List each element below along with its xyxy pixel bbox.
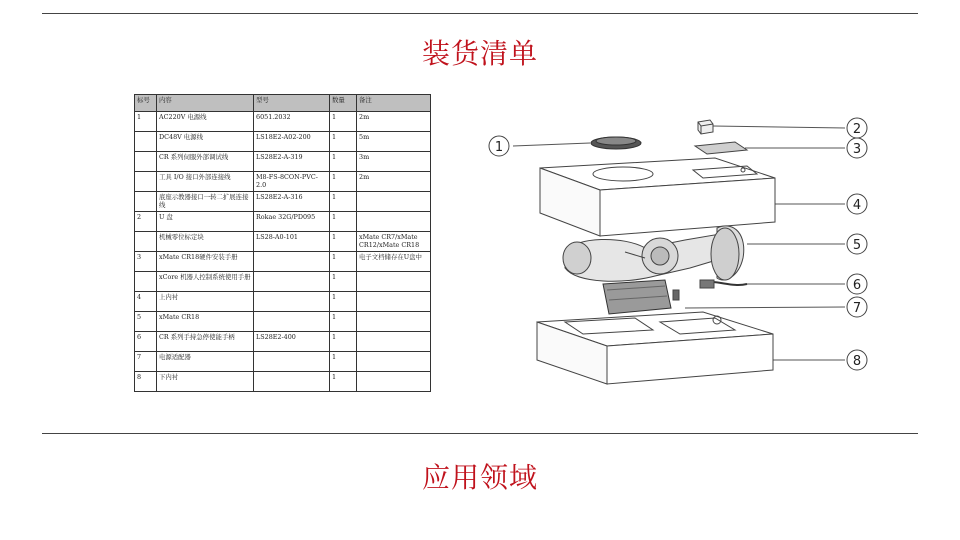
page-title: 装货清单 xyxy=(421,37,538,70)
callout-6 xyxy=(745,274,867,294)
table-cell xyxy=(135,232,157,252)
table-cell: 1 xyxy=(330,352,357,372)
table-cell xyxy=(135,172,157,192)
callout-2 xyxy=(713,118,867,138)
table-row xyxy=(135,132,431,152)
table-cell: 3 xyxy=(135,252,157,272)
table-cell: xCore 机器人控制系统使用手册 xyxy=(157,272,254,292)
table-row xyxy=(135,152,431,172)
table-cell: 1 xyxy=(330,212,357,232)
table-cell: LS28E2-400 xyxy=(254,332,330,352)
table-row xyxy=(135,372,431,392)
svg-text:2: 2 xyxy=(852,122,862,137)
table-cell: 工具 I/O 接口外部连接线 xyxy=(157,172,254,192)
svg-text:5: 5 xyxy=(852,238,862,253)
table-cell: 下内衬 xyxy=(157,372,254,392)
table-cell: CR 系列伺服外部调试线 xyxy=(157,152,254,172)
table-cell: 1 xyxy=(330,252,357,272)
table-cell xyxy=(357,292,431,312)
robot-arm xyxy=(563,226,744,281)
table-cell: 6 xyxy=(135,332,157,352)
upper-foam-lining xyxy=(540,158,775,236)
table-cell: 2m xyxy=(357,172,431,192)
column-header: 备注 xyxy=(357,95,431,112)
callout-7 xyxy=(685,297,867,317)
table-cell: xMate CR7/xMate CR12/xMate CR18 xyxy=(357,232,431,252)
table-row xyxy=(135,292,431,312)
packing-exploded-diagram xyxy=(485,108,885,398)
table-cell: Rokae 32G/PD095 xyxy=(254,212,330,232)
svg-text:8: 8 xyxy=(852,354,862,369)
table-cell xyxy=(135,152,157,172)
table-cell xyxy=(357,272,431,292)
table-cell xyxy=(254,292,330,312)
column-header: 数量 xyxy=(330,95,357,112)
table-cell: xMate CR18 xyxy=(157,312,254,332)
svg-text:4: 4 xyxy=(852,198,862,213)
table-cell xyxy=(135,132,157,152)
table-cell xyxy=(357,312,431,332)
table-cell xyxy=(254,312,330,332)
table-cell: 底座示教器接口一转二扩展连接线 xyxy=(157,192,254,212)
svg-text:3: 3 xyxy=(852,142,862,157)
table-cell: 1 xyxy=(135,112,157,132)
table-cell: DC48V 电源线 xyxy=(157,132,254,152)
table-cell: 机械零位标定块 xyxy=(157,232,254,252)
table-cell xyxy=(135,272,157,292)
table-cell xyxy=(357,212,431,232)
table-row xyxy=(135,312,431,332)
table-row xyxy=(135,112,431,132)
table-cell: 上内衬 xyxy=(157,292,254,312)
pendant-cable xyxy=(700,280,747,288)
table-cell: LS18E2-A02-200 xyxy=(254,132,330,152)
table-row xyxy=(135,212,431,232)
svg-text:1: 1 xyxy=(494,140,504,155)
usb-drive-box xyxy=(698,120,713,134)
table-header-row xyxy=(135,95,431,112)
table-cell xyxy=(254,352,330,372)
table-cell: M8-FS-8CON-PVC-2.0 xyxy=(254,172,330,192)
table-cell: 5 xyxy=(135,312,157,332)
table-cell xyxy=(357,352,431,372)
table-row xyxy=(135,172,431,192)
lower-foam-lining xyxy=(537,312,773,384)
estop-cable-coil xyxy=(591,137,641,149)
callout-5 xyxy=(747,234,867,254)
svg-text:7: 7 xyxy=(852,301,862,316)
table-cell: 1 xyxy=(330,152,357,172)
table-cell xyxy=(135,192,157,212)
table-cell: 1 xyxy=(330,292,357,312)
table-cell: CR 系列手持急停使能手柄 xyxy=(157,332,254,352)
table-cell: 6051.2032 xyxy=(254,112,330,132)
table-cell xyxy=(254,252,330,272)
callout-3 xyxy=(745,138,867,158)
table-cell xyxy=(357,372,431,392)
table-cell: 1 xyxy=(330,272,357,292)
table-cell: 2 xyxy=(135,212,157,232)
table-cell: 1 xyxy=(330,112,357,132)
column-header: 内容 xyxy=(157,95,254,112)
table-cell: 3m xyxy=(357,152,431,172)
table-cell: 1 xyxy=(330,372,357,392)
table-cell: 5m xyxy=(357,132,431,152)
table-cell: 电源适配器 xyxy=(157,352,254,372)
table-row xyxy=(135,232,431,252)
table-cell: AC220V 电源线 xyxy=(157,112,254,132)
table-cell xyxy=(254,272,330,292)
table-row xyxy=(135,332,431,352)
calibration-block xyxy=(695,142,747,154)
table-cell xyxy=(357,332,431,352)
bottom-divider xyxy=(42,433,918,434)
table-cell: 1 xyxy=(330,312,357,332)
table-cell: xMate CR18硬件安装手册 xyxy=(157,252,254,272)
table-cell xyxy=(254,372,330,392)
table-cell xyxy=(357,192,431,212)
table-cell: 4 xyxy=(135,292,157,312)
table-cell: 7 xyxy=(135,352,157,372)
table-row xyxy=(135,252,431,272)
power-adapter xyxy=(603,280,679,314)
table-cell: LS28-A0-101 xyxy=(254,232,330,252)
section-title: 应用领域 xyxy=(421,461,538,494)
top-divider xyxy=(42,13,918,14)
table-cell: LS28E2-A-316 xyxy=(254,192,330,212)
table-row xyxy=(135,352,431,372)
table-row xyxy=(135,192,431,212)
column-header: 型号 xyxy=(254,95,330,112)
table-cell: 8 xyxy=(135,372,157,392)
table-cell: 1 xyxy=(330,232,357,252)
table-row xyxy=(135,272,431,292)
table-cell: 1 xyxy=(330,332,357,352)
table-cell: LS28E2-A-319 xyxy=(254,152,330,172)
svg-text:6: 6 xyxy=(852,278,862,293)
table-cell: 1 xyxy=(330,132,357,152)
column-header: 标号 xyxy=(135,95,157,112)
packing-list-table xyxy=(134,94,431,392)
table-cell: 电子文档储存在U盘中 xyxy=(357,252,431,272)
table-cell: U 盘 xyxy=(157,212,254,232)
table-cell: 2m xyxy=(357,112,431,132)
table-cell: 1 xyxy=(330,172,357,192)
table-cell: 1 xyxy=(330,192,357,212)
callout-1 xyxy=(489,136,590,156)
